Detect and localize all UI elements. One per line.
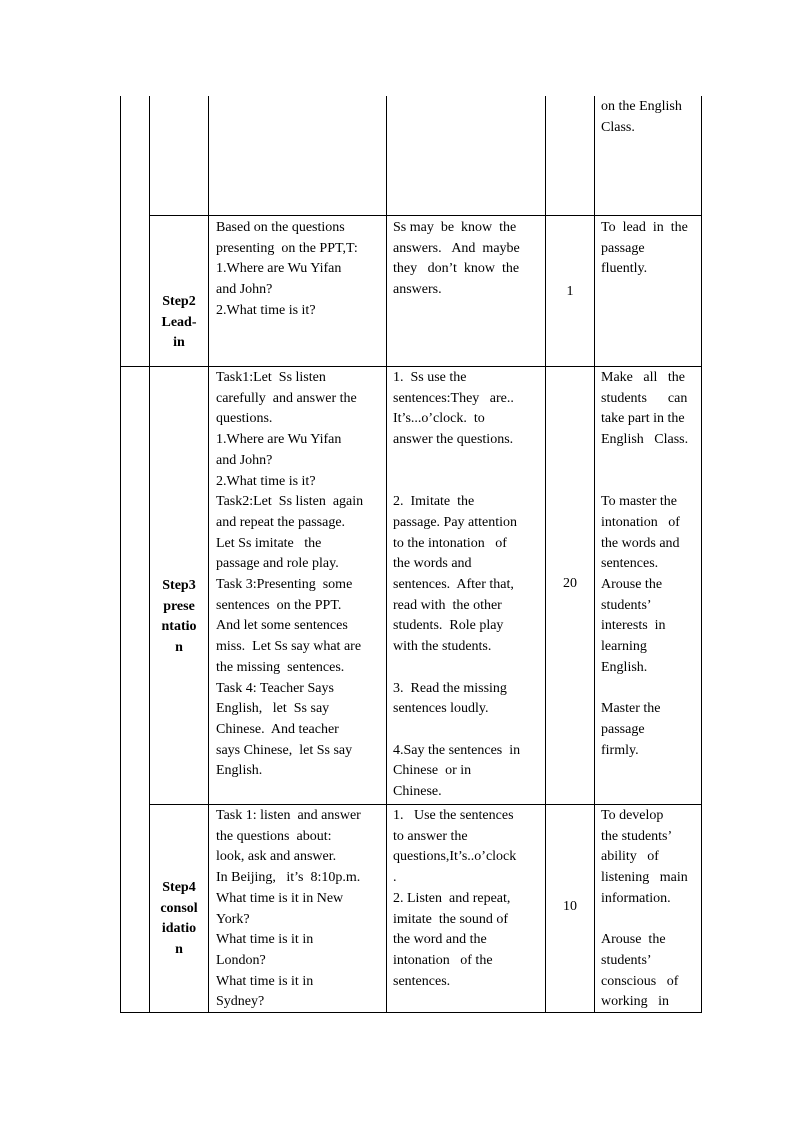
text-line: York? xyxy=(216,911,250,927)
text-line: sentences. After that, xyxy=(393,577,514,593)
text-line: 2.What time is it? xyxy=(216,473,316,489)
text-line: 1.Where are Wu Yifan xyxy=(216,261,342,277)
text-line: information. xyxy=(601,890,671,906)
text-line: answers. xyxy=(393,282,442,298)
text-line: English. xyxy=(216,763,263,779)
text-line: passage xyxy=(601,240,645,256)
row-divider-1 xyxy=(149,215,702,216)
step-label-line: in xyxy=(173,335,185,351)
text-line: answers. And maybe xyxy=(393,240,520,256)
text-line: What time is it in New xyxy=(216,890,344,906)
text-line: intonation of xyxy=(601,514,680,530)
text-line: answer the questions. xyxy=(393,432,514,448)
text-line: Chinese. xyxy=(393,784,442,800)
text-line: 2.What time is it? xyxy=(216,302,316,318)
text-line: the words and xyxy=(601,535,680,551)
column-divider-4 xyxy=(545,96,546,1013)
table-border-left xyxy=(120,96,121,1013)
text-line: Task1:Let Ss listen xyxy=(216,370,326,385)
text-line: intonation of the xyxy=(393,952,493,968)
text-line: Task 4: Teacher Says xyxy=(216,680,334,696)
text-line: students’ xyxy=(601,597,652,613)
text-line: listening main xyxy=(601,870,688,886)
text-line: English Class. xyxy=(601,432,689,448)
table-border-right xyxy=(701,96,702,1013)
row1-goal-cell xyxy=(601,97,698,138)
text-line: Master the xyxy=(601,701,661,717)
text-line: Task2:Let Ss listen again xyxy=(216,494,364,510)
column-divider-3 xyxy=(386,96,387,1013)
text-line: Arouse the xyxy=(601,932,666,948)
text-line: London? xyxy=(216,952,266,968)
text-line: and John? xyxy=(216,452,273,468)
text-line: To develop xyxy=(601,808,664,823)
text-line xyxy=(601,472,698,493)
text-line: passage. Pay attention xyxy=(393,514,518,530)
text-line: students’ xyxy=(601,952,652,968)
text-line: passage and role play. xyxy=(216,556,339,572)
text-line: 1.Where are Wu Yifan xyxy=(216,432,342,448)
text-line: the words and xyxy=(393,556,472,572)
goal-line: Class. xyxy=(601,119,635,135)
text-line: sentences:They are.. xyxy=(393,390,514,406)
text-line: read with the other xyxy=(393,597,502,613)
text-line: interests in xyxy=(601,618,666,634)
text-line: 1. Ss use the xyxy=(393,370,467,385)
text-line: Ss may be know the xyxy=(393,220,517,235)
text-line: English. xyxy=(601,659,648,675)
text-line: 2. Imitate the xyxy=(393,494,475,510)
text-line: carefully and answer the xyxy=(216,390,357,406)
text-line: 4.Say the sentences in xyxy=(393,742,521,758)
text-line: says Chinese, let Ss say xyxy=(216,742,353,758)
text-line: What time is it in xyxy=(216,973,314,989)
text-line: the missing sentences. xyxy=(216,659,345,675)
step3-student-activity xyxy=(393,368,538,803)
text-line: 3. Read the missing xyxy=(393,680,507,696)
text-line: students can xyxy=(601,390,688,406)
text-line: and John? xyxy=(216,282,273,298)
step4-time: 10 xyxy=(563,899,577,914)
text-line xyxy=(601,910,698,931)
text-line: To lead in the xyxy=(601,220,688,235)
text-line: English, let Ss say xyxy=(216,701,330,717)
text-line: Sydney? xyxy=(216,994,265,1010)
text-line: imitate the sound of xyxy=(393,911,509,927)
text-line: look, ask and answer. xyxy=(216,849,337,865)
column-divider-2 xyxy=(208,96,209,1013)
text-line: Chinese or in xyxy=(393,763,472,779)
text-line: Task 1: listen and answer xyxy=(216,808,361,823)
text-line: students. Role play xyxy=(393,618,504,634)
step4-teacher-activity xyxy=(216,806,382,1013)
step-label-line: ntatio xyxy=(161,619,197,635)
text-line: sentences. xyxy=(601,556,659,572)
text-line: to answer the xyxy=(393,828,468,844)
text-line: passage xyxy=(601,721,645,737)
step2-teacher-activity xyxy=(216,218,382,322)
step3-time: 20 xyxy=(563,576,577,591)
text-line: take part in the xyxy=(601,411,685,427)
text-line: working in xyxy=(601,994,670,1010)
text-line: they don’t know the xyxy=(393,261,520,277)
text-line: Chinese. And teacher xyxy=(216,721,339,737)
text-line: ability of xyxy=(601,849,659,865)
text-line: sentences loudly. xyxy=(393,701,489,717)
step2-goal xyxy=(601,218,698,280)
step-label-line: Step4 xyxy=(162,880,196,895)
text-line: sentences. xyxy=(393,973,451,989)
step-label-line: consol xyxy=(160,900,198,916)
text-line: To master the xyxy=(601,494,677,510)
step2-label xyxy=(150,292,208,354)
column-divider-5 xyxy=(594,96,595,1013)
step3-label xyxy=(150,576,208,659)
text-line: questions,It’s..o’clock xyxy=(393,849,517,865)
text-line: with the students. xyxy=(393,639,492,655)
text-line: and repeat the passage. xyxy=(216,514,346,530)
row-divider-2 xyxy=(120,366,702,367)
text-line xyxy=(393,451,538,472)
text-line: questions. xyxy=(216,411,273,427)
text-line: . xyxy=(393,870,397,886)
step4-goal xyxy=(601,806,698,1013)
step4-label xyxy=(150,878,208,961)
text-line: firmly. xyxy=(601,742,639,758)
step-label-line: idatio xyxy=(161,921,197,937)
text-line xyxy=(601,451,698,472)
text-line: fluently. xyxy=(601,261,648,277)
text-line xyxy=(393,720,538,741)
step-label-line: n xyxy=(175,640,183,656)
text-line: 1. Use the sentences xyxy=(393,808,514,823)
step3-goal xyxy=(601,368,698,761)
text-line: Task 3:Presenting some xyxy=(216,577,353,593)
text-line xyxy=(393,472,538,493)
text-line: miss. Let Ss say what are xyxy=(216,639,362,655)
text-line: the students’ xyxy=(601,828,673,844)
step-label-line: prese xyxy=(163,598,195,614)
text-line: presenting on the PPT,T: xyxy=(216,240,358,256)
text-line: What time is it in xyxy=(216,932,314,948)
step2-student-activity xyxy=(393,218,538,301)
text-line: learning xyxy=(601,639,647,655)
text-line: In Beijing, it’s 8:10p.m. xyxy=(216,870,361,886)
text-line xyxy=(393,658,538,679)
goal-line: on the English xyxy=(601,99,682,114)
step-label-line: n xyxy=(175,942,183,958)
step-label-line: Step3 xyxy=(162,578,196,593)
text-line: the word and the xyxy=(393,932,487,948)
text-line: 2. Listen and repeat, xyxy=(393,890,511,906)
text-line: It’s...o’clock. to xyxy=(393,411,485,427)
text-line: the questions about: xyxy=(216,828,332,844)
step3-teacher-activity xyxy=(216,368,382,782)
text-line: Based on the questions xyxy=(216,220,345,235)
step-label-line: Lead- xyxy=(161,314,197,330)
row-divider-3 xyxy=(149,804,702,805)
step-label-line: Step2 xyxy=(162,294,196,309)
step4-student-activity xyxy=(393,806,538,992)
text-line: Arouse the xyxy=(601,577,663,593)
text-line: Make all the xyxy=(601,370,685,385)
text-line: to the intonation of xyxy=(393,535,507,551)
text-line: Let Ss imitate the xyxy=(216,535,322,551)
text-line: sentences on the PPT. xyxy=(216,597,342,613)
text-line xyxy=(601,679,698,700)
text-line: conscious of xyxy=(601,973,679,989)
text-line: And let some sentences xyxy=(216,618,348,634)
step2-time: 1 xyxy=(566,284,574,299)
